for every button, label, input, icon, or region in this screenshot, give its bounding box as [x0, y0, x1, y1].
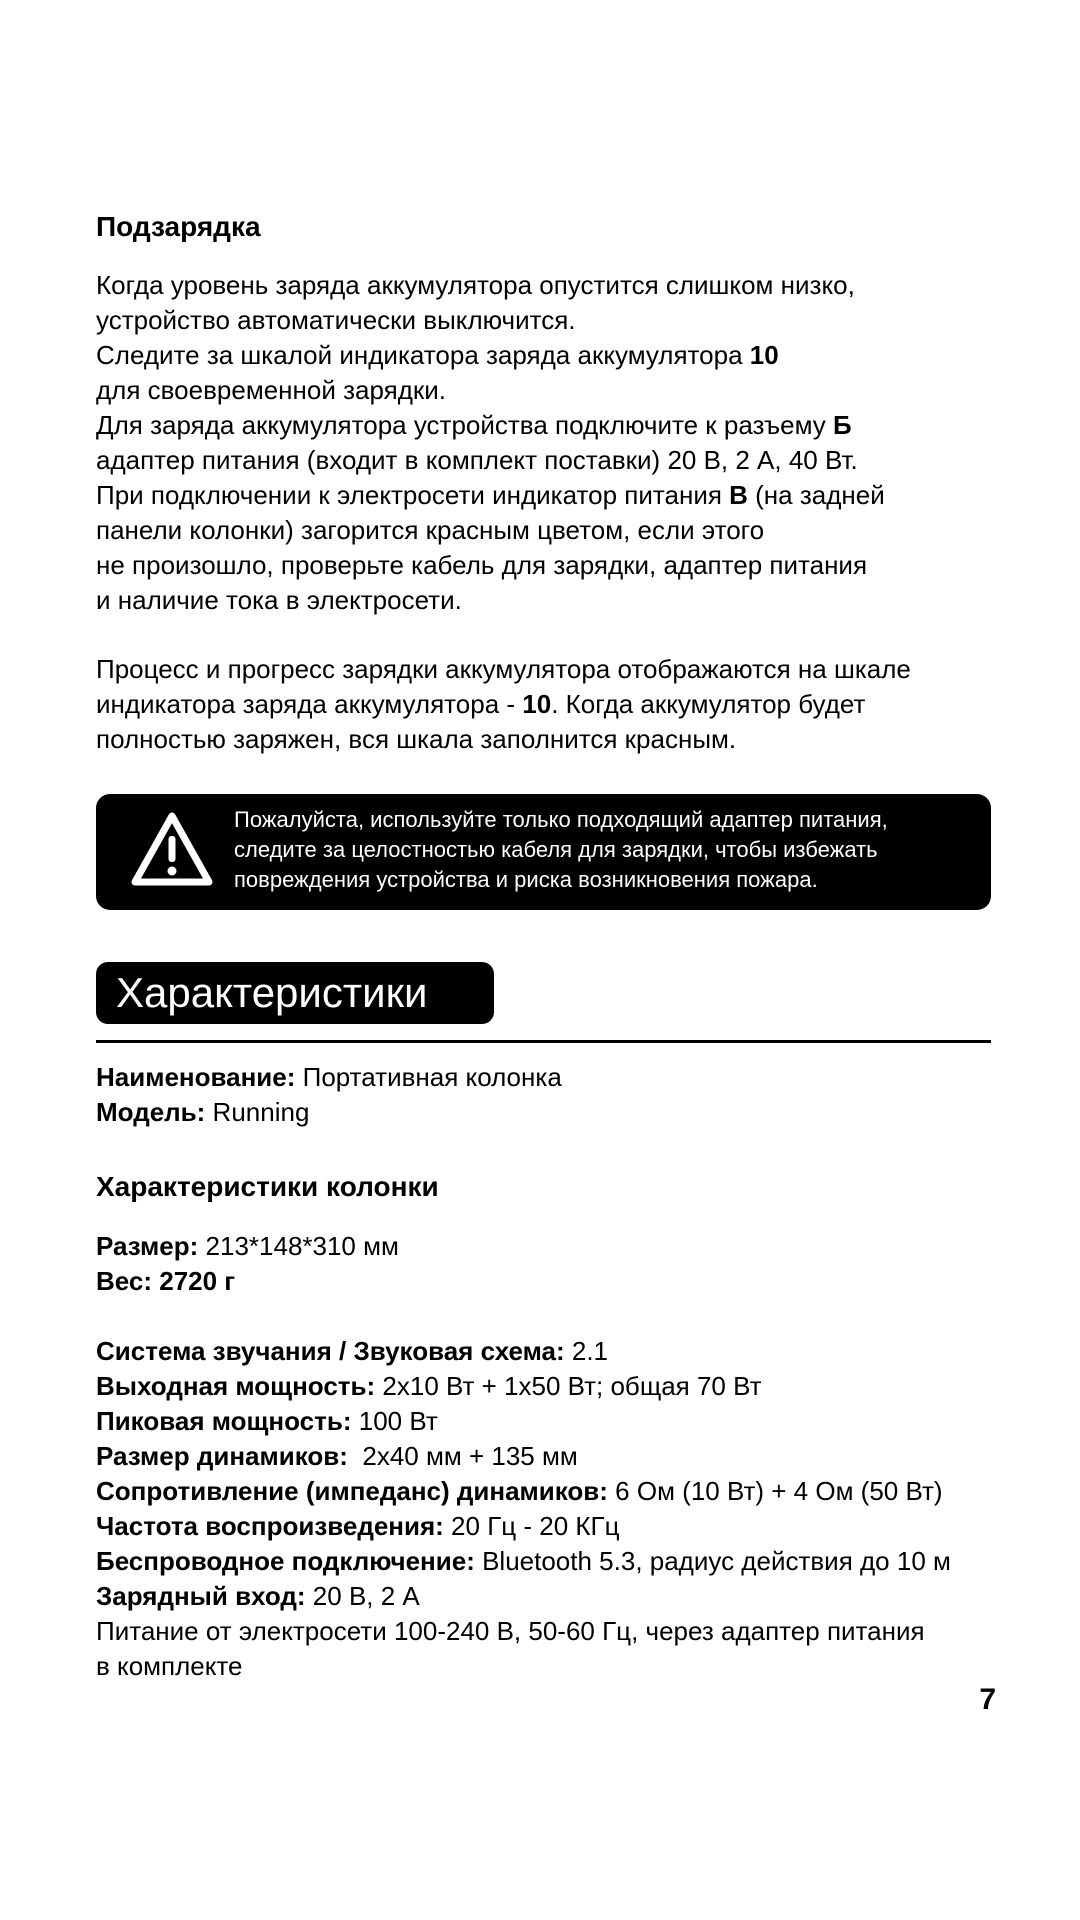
text-line: Процесс и прогресс зарядки аккумулятора отображаются на шкале: [96, 654, 911, 684]
power-indicator-ref: В: [729, 480, 748, 510]
product-model: Модель: Running: [96, 1097, 310, 1127]
spec-power: Питание от электросети 100-240 В, 50-60 Гц, через адаптер питания: [96, 1616, 925, 1646]
text-line: следите за целостностью кабеля для зарядки, чтобы избежать: [234, 837, 878, 862]
warning-triangle-icon: [130, 810, 214, 888]
spec-item: Зарядный вход: 20 В, 2 А: [96, 1581, 420, 1611]
text-line: Пожалуйста, используйте только подходящий адаптер питания,: [234, 807, 888, 832]
spec-power: в комплекте: [96, 1651, 243, 1681]
warning-text: [234, 805, 974, 895]
text-line: для своевременной зарядки.: [96, 375, 446, 405]
text-line: Для заряда аккумулятора устройства подключите к разъему Б: [96, 410, 852, 440]
text-line: При подключении к электросети индикатор питания В (на задней: [96, 480, 885, 510]
spec-item: Частота воспроизведения: 20 Гц - 20 КГц: [96, 1511, 620, 1541]
text-line: и наличие тока в электросети.: [96, 585, 462, 615]
spec-item: Беспроводное подключение: Bluetooth 5.3, радиус действия до 10 м: [96, 1546, 951, 1576]
text-line: адаптер питания (входит в комплект поставки) 20 В, 2 А, 40 Вт.: [96, 445, 858, 475]
text-line: полностью заряжен, вся шкала заполнится красным.: [96, 724, 737, 754]
text-line: устройство автоматически выключится.: [96, 305, 576, 335]
text-line: Следите за шкалой индикатора заряда аккумулятора 10: [96, 340, 779, 370]
indicator-ref: 10: [522, 689, 552, 719]
spec-item: Размер динамиков: 2х40 мм + 135 мм: [96, 1441, 578, 1471]
charging-paragraph-2: [96, 652, 996, 757]
text-line: индикатора заряда аккумулятора - 10. Когда аккумулятор будет: [96, 689, 866, 719]
warning-box: [96, 794, 991, 910]
charging-heading: Подзарядка: [96, 211, 261, 242]
text-line: не произошло, проверьте кабель для зарядки, адаптер питания: [96, 550, 868, 580]
spec-item: Выходная мощность: 2х10 Вт + 1х50 Вт; общая 70 Вт: [96, 1371, 762, 1401]
manual-page: [96, 0, 996, 1920]
product-name: Наименование: Портативная колонка: [96, 1062, 562, 1092]
page-number: 7: [979, 1683, 996, 1716]
text-line: повреждения устройства и риска возникновения пожара.: [234, 867, 818, 892]
spec-size: Размер: 213*148*310 мм: [96, 1231, 399, 1261]
connector-ref: Б: [832, 410, 852, 440]
spec-item: Сопротивление (импеданс) динамиков: 6 Ом (10 Вт) + 4 Ом (50 Вт): [96, 1476, 943, 1506]
spec-weight: Вес: 2720 г: [96, 1266, 236, 1296]
divider: [96, 1040, 991, 1043]
spec-list: [96, 1334, 996, 1684]
specs-title: Характеристики: [96, 962, 494, 1024]
spec-item: Система звучания / Звуковая схема: 2.1: [96, 1336, 609, 1366]
charging-paragraph-1: [96, 268, 996, 618]
indicator-ref: 10: [749, 340, 779, 370]
text-line: панели колонки) загорится красным цветом, если этого: [96, 515, 765, 545]
text-line: Когда уровень заряда аккумулятора опустится слишком низко,: [96, 270, 855, 300]
speaker-specs-heading: Характеристики колонки: [96, 1171, 439, 1202]
product-info: [96, 1060, 996, 1130]
size-weight: [96, 1229, 996, 1299]
spec-item: Пиковая мощность: 100 Вт: [96, 1406, 438, 1436]
